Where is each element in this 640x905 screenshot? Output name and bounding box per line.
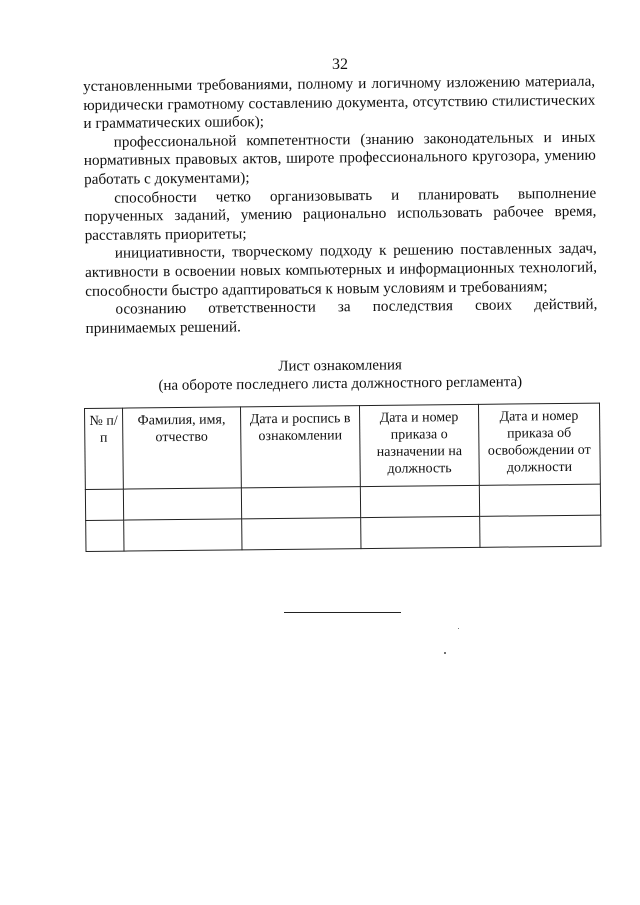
sheet-subtitle: (на обороте последнего листа должностного регламента) — [158, 374, 523, 394]
table-cell — [479, 515, 601, 547]
header-release-order: Дата и номер приказа об освобождении от должности — [478, 403, 600, 485]
header-number: № п/п — [85, 408, 124, 489]
table-row — [86, 515, 601, 551]
table-cell — [479, 484, 601, 516]
sheet-title: Лист ознакомления — [278, 357, 402, 375]
page-number: 32 — [332, 56, 348, 73]
table-cell — [241, 487, 361, 519]
header-date-signature: Дата и роспись в ознакомлении — [240, 406, 360, 488]
acknowledgement-sheet-heading — [140, 355, 540, 395]
scan-speck — [458, 628, 459, 629]
table-cell — [85, 489, 123, 520]
acknowledgement-table — [84, 403, 601, 552]
table-cell — [124, 519, 242, 551]
table-cell — [86, 520, 124, 551]
paragraph: способности четко организовывать и планировать выполнение порученных заданий, умению рационально использовать рабочее время, расставлять приоритеты; — [84, 184, 597, 244]
header-full-name: Фамилия, имя, отчество — [122, 407, 241, 489]
paragraph: установленными требованиями, полному и логичному изложению материала, юридически грамотному составлению документа, отсутствию стилистических и грамматических ошибок); — [83, 72, 596, 133]
paragraph: осознанию ответственности за последствия своих действий, принимаемых решений. — [85, 295, 598, 337]
table-header-row — [85, 403, 601, 489]
table-cell — [360, 485, 479, 517]
paragraph: инициативности, творческому подходу к решению поставленных задач, активности в освоении новых компьютерных и информационных технологий, способности быстро адаптироваться к новым условиям и требованиям; — [84, 239, 598, 300]
paragraph: профессиональной компетентности (знанию законодательных и иных нормативных правовых актов, широте профессионального кругозора, умению работать с документами); — [83, 128, 596, 188]
header-appointment-order: Дата и номер приказа о назначении на должность — [360, 404, 479, 486]
document-body — [83, 73, 598, 339]
table-cell — [361, 516, 480, 548]
signature-line — [284, 612, 401, 613]
table-cell — [242, 518, 362, 550]
scan-speck — [444, 652, 446, 654]
table-cell — [123, 488, 241, 520]
